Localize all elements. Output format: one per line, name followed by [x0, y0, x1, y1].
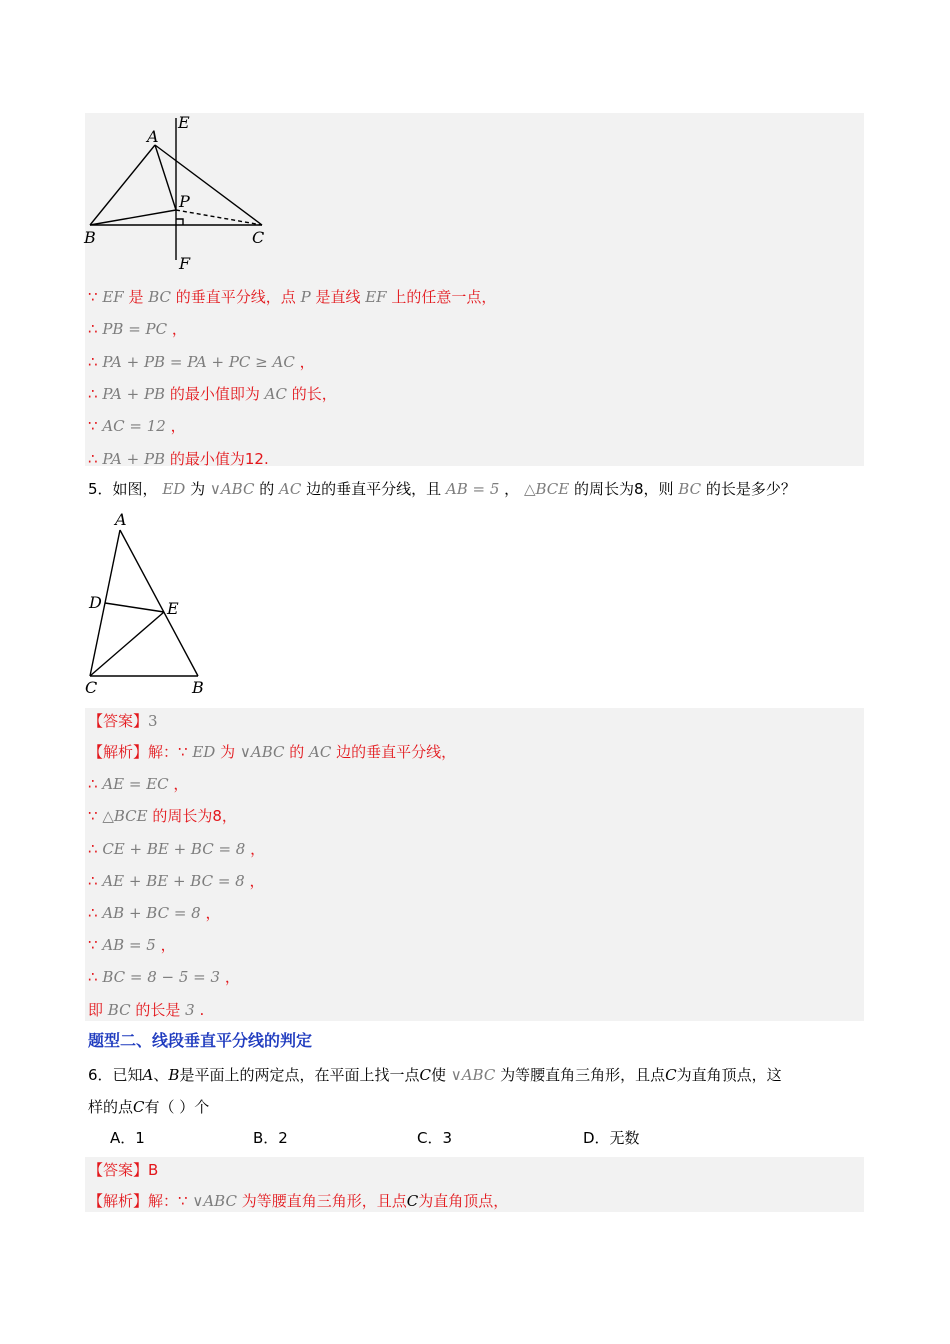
- math-expr: P: [295, 288, 316, 306]
- fig2-label-A: A: [115, 510, 127, 529]
- text-run: ，: [171, 320, 187, 339]
- text-run: 边的垂直平分线，且: [306, 480, 442, 498]
- logic-symbol: ∴: [88, 871, 98, 890]
- solution-line: [88, 839, 265, 859]
- solution-line: [88, 742, 456, 762]
- text-run: 的垂直平分线，点: [175, 288, 296, 306]
- math-expr: EF: [97, 288, 129, 306]
- logic-symbol: ∴: [88, 320, 98, 339]
- solution-line: [88, 935, 176, 955]
- text-run: 上的任意一点，: [391, 288, 497, 306]
- text-run: 样的点: [88, 1098, 134, 1116]
- math-expr: BC: [143, 288, 176, 306]
- math-expr: ∨ABC: [445, 1066, 501, 1084]
- text-run: 有（ ）个: [144, 1098, 210, 1116]
- logic-symbol: ∵: [88, 288, 98, 306]
- math-expr: AE + BE + BC = 8: [97, 871, 250, 890]
- text-run: ，: [299, 352, 315, 371]
- fig1-label-B: B: [84, 228, 96, 247]
- point-label: C: [665, 1066, 677, 1084]
- text-run: ，: [249, 871, 265, 890]
- text-run: 5．如图，: [88, 480, 158, 498]
- text-run: 的: [259, 480, 275, 498]
- text-run: ，: [504, 480, 520, 498]
- fig2-label-C: C: [85, 678, 98, 697]
- logic-symbol: ∵: [88, 807, 98, 826]
- text-run: 的周长为8，则: [573, 480, 674, 498]
- math-expr: AC: [304, 743, 337, 761]
- text-run: 是直线: [315, 288, 361, 306]
- math-expr: AB = 5: [97, 936, 161, 955]
- text-run: .: [199, 1000, 205, 1019]
- answer-5: [88, 711, 158, 731]
- solution-line: [88, 449, 269, 469]
- option-b[interactable]: B．2: [253, 1129, 288, 1147]
- text-run: 是平面上的两定点，在平面上找一点: [179, 1066, 420, 1084]
- math-expr: AB = 5: [441, 480, 505, 498]
- math-expr: PA + PB = PA + PC ≥ AC: [97, 352, 300, 371]
- text-run: ，: [160, 936, 176, 955]
- logic-symbol: ∴: [88, 352, 98, 371]
- text-run: 的长是: [135, 1000, 181, 1019]
- point-label: C: [406, 1192, 419, 1210]
- text-run: ∵: [178, 1192, 188, 1210]
- text-run: 的最小值为12.: [169, 449, 269, 468]
- point-label: C: [133, 1098, 145, 1116]
- text-run: 6．已知: [88, 1066, 143, 1084]
- text-run: ，: [250, 839, 266, 858]
- solution-line: [88, 416, 186, 436]
- text-run: 的长是多少？: [705, 480, 796, 498]
- logic-symbol: ∵: [88, 417, 98, 436]
- answer-tag: 【答案】: [88, 712, 149, 730]
- fig1-label-E: E: [178, 113, 190, 132]
- fig1-label-A: A: [147, 127, 159, 146]
- fig2-label-D: D: [89, 593, 102, 612]
- math-expr: AB + BC = 8: [97, 904, 206, 922]
- solution-line: [88, 352, 315, 372]
- math-expr: CE + BE + BC = 8: [97, 839, 251, 858]
- text-run: ，: [173, 775, 189, 794]
- fig1-label-F: F: [179, 254, 191, 273]
- option-c[interactable]: C．3: [417, 1129, 453, 1147]
- text-run: 边的垂直平分线，: [336, 743, 457, 761]
- point-label: B: [168, 1066, 180, 1084]
- math-expr: AC: [259, 384, 292, 403]
- solution-line: [88, 287, 496, 307]
- text-run: 为: [220, 743, 236, 761]
- solution-line: [88, 1000, 204, 1020]
- text-run: 为直角顶点，: [418, 1192, 509, 1210]
- analysis-tag: 【解析】: [88, 1192, 149, 1210]
- math-expr: ED: [187, 743, 221, 761]
- logic-symbol: ∴: [88, 904, 98, 922]
- answer-6: [88, 1160, 158, 1180]
- solution-line: [88, 903, 221, 923]
- math-expr: BC: [103, 1000, 136, 1019]
- text-run: 为: [190, 480, 206, 498]
- math-expr: AE = EC: [97, 775, 174, 794]
- math-expr: PA + PB: [97, 384, 170, 403]
- math-expr: 3: [180, 1000, 200, 1019]
- text-run: 解：: [148, 1192, 179, 1210]
- question-5: [88, 479, 796, 499]
- math-expr: BC = 8 − 5 = 3: [97, 968, 225, 987]
- analysis-tag: 【解析】: [88, 743, 149, 761]
- text-run: 的: [289, 743, 305, 761]
- text-run: 为直角顶点，这: [676, 1066, 782, 1084]
- logic-symbol: ∴: [88, 968, 98, 987]
- logic-symbol: ∴: [88, 384, 98, 403]
- section-title: 题型二、线段垂直平分线的判定: [88, 1031, 313, 1050]
- question-6-line-1: [88, 1065, 782, 1085]
- math-expr: △BCE: [97, 807, 153, 826]
- point-label: C: [419, 1066, 431, 1084]
- text-run: 、: [153, 1066, 169, 1084]
- text-run: 为等腰直角三角形，且点: [500, 1066, 666, 1084]
- text-run: 使: [430, 1066, 446, 1084]
- math-expr: ∨ABC: [205, 480, 260, 498]
- solution-line: [88, 319, 187, 339]
- logic-symbol: ∵: [88, 936, 98, 955]
- fig1-label-P: P: [179, 192, 190, 211]
- text-run: 解：: [148, 743, 179, 761]
- answer-tag: 【答案】: [88, 1161, 149, 1179]
- math-expr: ∨ABC: [235, 743, 290, 761]
- math-expr: ∨ABC: [187, 1192, 242, 1210]
- solution-line: [88, 384, 337, 404]
- text-run: 的最小值即为: [169, 384, 260, 403]
- math-expr: BC: [673, 480, 706, 498]
- fig2-label-E: E: [167, 599, 179, 618]
- figure-1-diagram: [80, 110, 280, 275]
- logic-symbol: ∴: [88, 839, 98, 858]
- solution-line: [88, 967, 240, 987]
- math-expr: PB = PC: [97, 320, 172, 339]
- text-run: ，: [224, 968, 240, 987]
- solution-line: [88, 806, 237, 826]
- math-expr: PA + PB: [97, 449, 170, 468]
- point-label: A: [142, 1066, 154, 1084]
- math-expr: ED: [157, 480, 191, 498]
- solution-line: [88, 774, 188, 794]
- text-run: ，: [205, 904, 221, 922]
- answer-value: B: [148, 1161, 159, 1179]
- logic-symbol: ∴: [88, 775, 98, 794]
- figure-2-diagram: [80, 508, 220, 698]
- math-expr: AC = 12: [97, 417, 171, 436]
- math-expr: EF: [360, 288, 392, 306]
- answer-value: 3: [148, 712, 158, 730]
- solution-6-line: [88, 1191, 508, 1211]
- text-run: 是: [128, 288, 144, 306]
- question-6-line-2: [88, 1097, 209, 1117]
- logic-symbol: ∴: [88, 449, 98, 468]
- math-expr: AC: [274, 480, 307, 498]
- fig1-label-C: C: [252, 228, 265, 247]
- solution-line: [88, 871, 265, 891]
- text-run: 的长，: [291, 384, 337, 403]
- text-run: ，: [170, 417, 186, 436]
- text-run: 为等腰直角三角形，且点: [241, 1192, 407, 1210]
- option-a[interactable]: A．1: [110, 1129, 145, 1147]
- text-run: ∵: [178, 743, 188, 761]
- text-run: 即: [88, 1000, 104, 1019]
- fig2-label-B: B: [192, 678, 204, 697]
- option-d[interactable]: D．无数: [583, 1129, 640, 1147]
- text-run: 的周长为8，: [152, 807, 237, 826]
- math-expr: △BCE: [519, 480, 574, 498]
